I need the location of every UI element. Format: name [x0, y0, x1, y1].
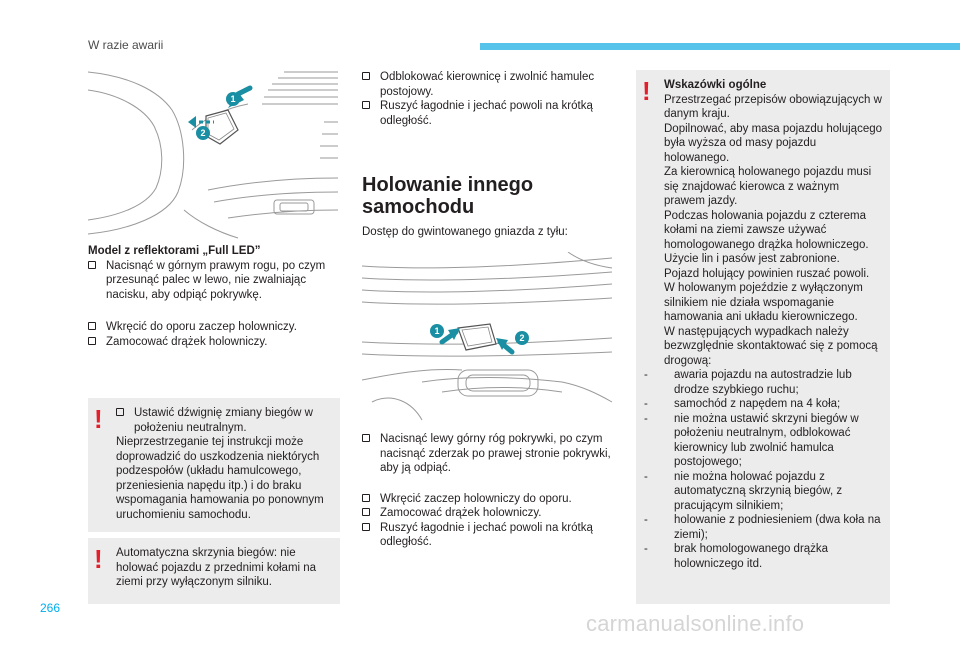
list-item: Wkręcić zaczep holowniczy do oporu.: [362, 492, 612, 507]
warning-box-neutral: [88, 398, 340, 532]
middle-steps: [362, 432, 612, 550]
list-item: Ruszyć łagodnie i jechać powoli na krótką odległość.: [362, 99, 612, 128]
intro-text: Dostęp do gwintowanego gniazda z tyłu:: [362, 226, 568, 238]
checkbox-icon: [362, 72, 370, 80]
checkbox-icon: [116, 408, 124, 416]
list-item: - brak homologowanego drążka holowniczego itd.: [644, 543, 829, 570]
checkbox-icon: [88, 322, 96, 330]
middle-top-steps: [362, 70, 612, 128]
warning-icon: !: [94, 544, 103, 574]
warning-icon: !: [94, 404, 103, 434]
warning-box-automatic: [88, 538, 340, 604]
callout-1: 1: [430, 324, 444, 338]
guideline-paragraph: W holowanym pojeździe z wyłączonym silnikiem nie działa wspomaganie hamowania ani układu kierowniczego.: [664, 282, 863, 323]
guideline-paragraph: W następujących wypadkach należy bezwzględnie skontaktować się z pomocą drogową:: [664, 325, 878, 367]
guideline-paragraph: Przestrzegać przepisów obowiązujących w danym kraju.: [664, 93, 882, 120]
guideline-paragraph: Dopilnować, aby masa pojazdu holującego była wyższa od masy pojazdu holowanego.: [664, 122, 883, 164]
guideline-paragraph: Podczas holowania pojazdu z czterema kołami na ziemi zawsze używać homologowanego drążka holowniczego.: [664, 209, 869, 251]
guideline-paragraph: Użycie lin i pasów jest zabronione.: [664, 253, 840, 265]
list-item: - nie można holować pojazdu z automatyczną skrzynią biegów, z pracującym silnikiem;: [644, 470, 843, 512]
list-item: Nacisnąć lewy górny róg pokrywki, po czym nacisnąć zderzak po prawej stronie pokrywki, aby ją odpiąć.: [362, 432, 612, 476]
list-item: - samochód z napędem na 4 koła;: [644, 398, 841, 410]
watermark: carmanualsonline.info: [586, 611, 805, 636]
general-guidelines-box: [636, 70, 890, 604]
warning-icon: !: [642, 76, 651, 106]
list-item: Ruszyć łagodnie i jechać powoli na krótką odległość.: [362, 521, 612, 550]
checkbox-icon: [362, 101, 370, 109]
model-heading: Model z reflektorami „Full LED”: [88, 245, 261, 257]
steps-list-b: [88, 320, 338, 349]
checkbox-icon: [362, 494, 370, 502]
checkbox-icon: [362, 434, 370, 442]
section-title: W razie awarii: [88, 38, 164, 52]
checkbox-icon: [362, 523, 370, 531]
page-number: 266: [40, 601, 61, 615]
rear-bumper-illustration: [362, 252, 614, 422]
list-item: - holowanie z podniesieniem (dwa koła na ziemi);: [644, 514, 881, 541]
guidelines-title: Wskazówki ogólne: [664, 79, 767, 91]
callout-1: 1: [226, 92, 240, 106]
list-item: Zamocować drążek holowniczy.: [362, 506, 612, 521]
list-item: - awaria pojazdu na autostradzie lub drodze szybkiego ruchu;: [644, 369, 852, 396]
list-item: Odblokować kierownicę i zwolnić hamulec postojowy.: [362, 70, 612, 99]
callout-2: 2: [515, 331, 529, 345]
tow-cases-list: [644, 368, 882, 571]
list-item: - nie można ustawić skrzyni biegów w położeniu neutralnym, odblokować kierownicy lub zwolnić hamulca postojowego;: [644, 412, 859, 468]
steps-list-a: [88, 259, 338, 303]
header-accent-bar: [480, 43, 960, 50]
checkbox-icon: [88, 337, 96, 345]
front-bumper-illustration: [88, 70, 340, 240]
list-item: Zamocować drążek holowniczy.: [88, 335, 338, 350]
guideline-paragraph: Za kierownicą holowanego pojazdu musi się znajdować kierowca z ważnym prawem jazdy.: [664, 166, 872, 207]
warning-text: Automatyczna skrzynia biegów: nie holować pojazdu z przednimi kołami na ziemi przy wyłączonym silniku.: [116, 547, 317, 588]
guideline-paragraph: Pojazd holujący powinien ruszać powoli.: [664, 267, 870, 280]
checkbox-icon: [362, 508, 370, 516]
section-heading: Holowanie innego samochodu: [362, 174, 534, 218]
list-item: Nacisnąć w górnym prawym rogu, po czym przesunąć palec w lewo, nie zwalniając nacisku, aby odpiąć pokrywkę.: [88, 259, 338, 303]
warning-text: Nieprzestrzeganie tej instrukcji może doprowadzić do uszkodzenia niektórych podzespołów (układu hamulcowego, przeniesienia napędu itp.) i do braku wspomagania hamowania po ponownym uruchomieniu samochodu.: [116, 436, 324, 521]
checkbox-icon: [88, 261, 96, 269]
left-instructions: [88, 244, 338, 349]
list-item: Ustawić dźwignię zmiany biegów w położeniu neutralnym.: [116, 406, 330, 435]
list-item: Wkręcić do oporu zaczep holowniczy.: [88, 320, 338, 335]
callout-2: 2: [196, 126, 210, 140]
